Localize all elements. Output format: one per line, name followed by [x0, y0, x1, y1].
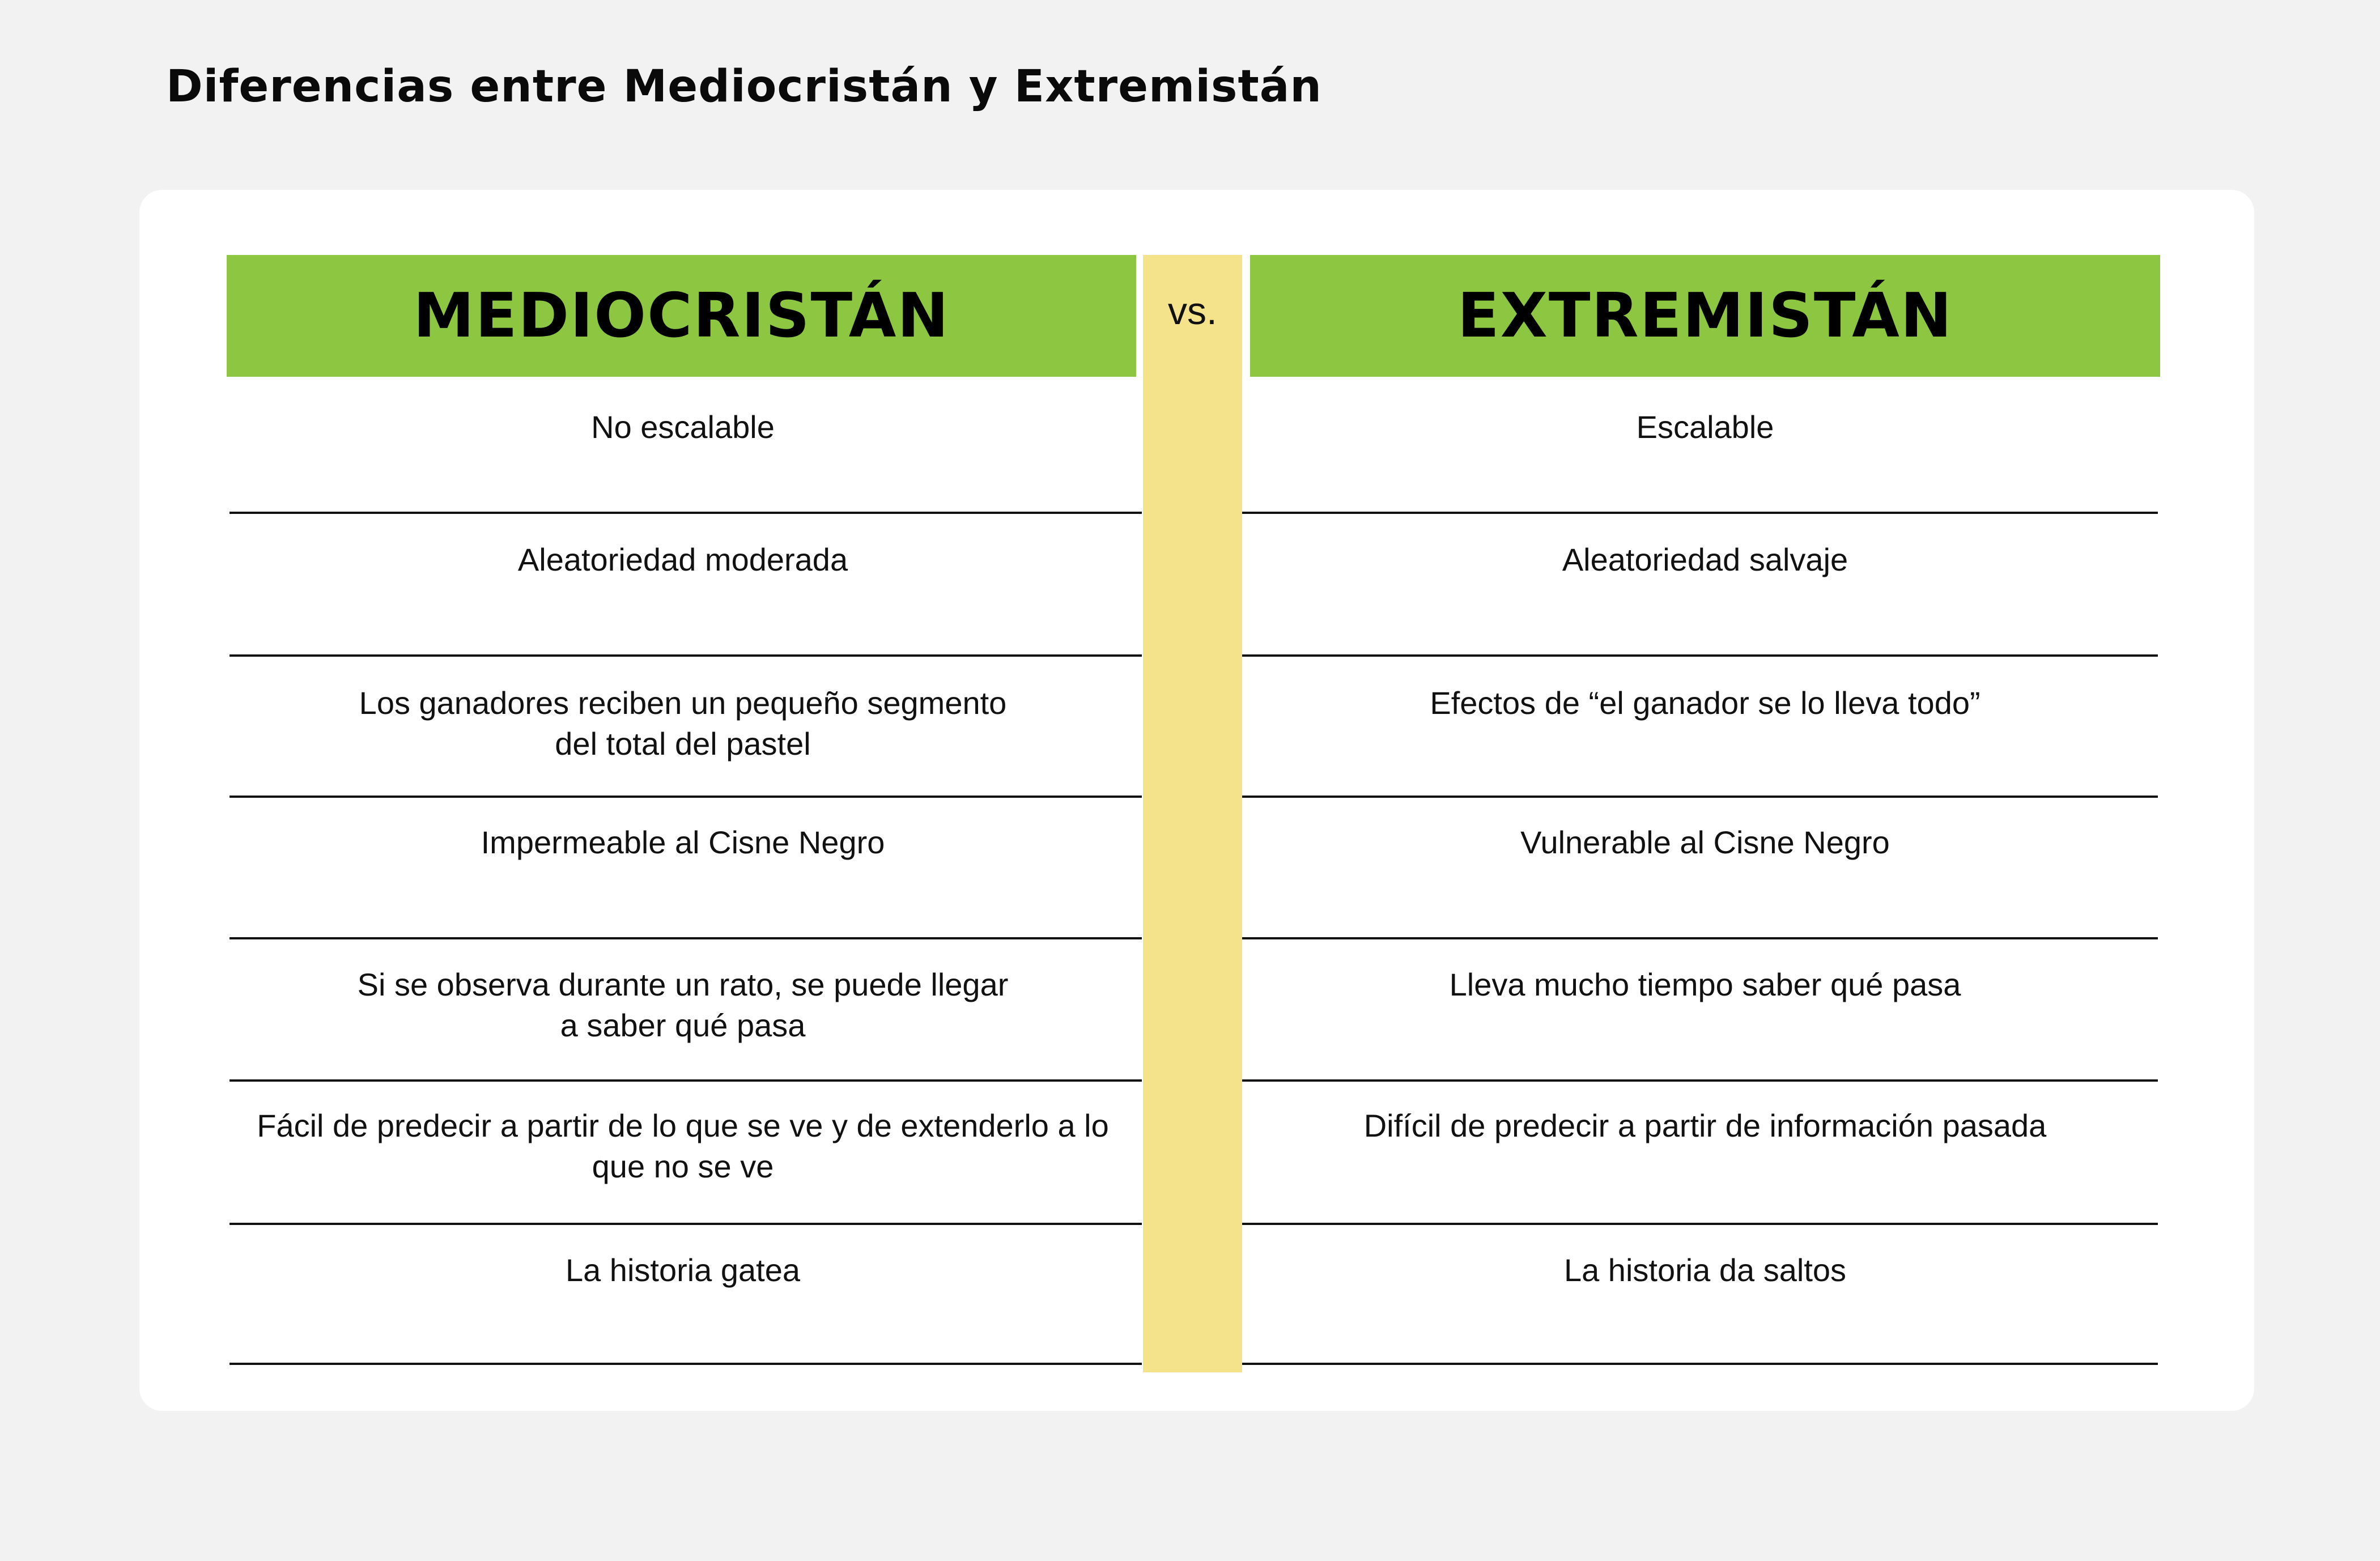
extremistan-item-4: Vulnerable al Cisne Negro — [1520, 824, 1890, 860]
extremistan-item-3: Efectos de “el ganador se lo lleva todo” — [1430, 685, 1980, 721]
extremistan-item-1: Escalable — [1636, 409, 1774, 445]
extremistan-item-6: Difícil de predecir a partir de información pasada — [1363, 1108, 2047, 1143]
row-divider — [1242, 937, 2158, 939]
mediocristan-item-2: Aleatoriedad moderada — [517, 542, 848, 577]
mediocristan-item-5: Si se observa durante un rato, se puede llegar a saber qué pasa — [357, 967, 1009, 1043]
extremistan-item-2: Aleatoriedad salvaje — [1562, 542, 1848, 577]
row-divider — [1242, 1079, 2158, 1082]
row-divider — [1242, 1223, 2158, 1225]
mediocristan-item-6: Fácil de predecir a partir de lo que se ve y de extenderlo a lo que no se ve — [257, 1108, 1109, 1184]
row-divider — [1242, 1363, 2158, 1365]
mediocristan-item-3: Los ganadores reciben un pequeño segmento del total del pastel — [359, 685, 1007, 762]
header-extremistan: EXTREMISTÁN — [1250, 255, 2160, 377]
mediocristan-item-7: La historia gatea — [565, 1252, 801, 1288]
extremistan-item-5: Lleva mucho tiempo saber qué pasa — [1449, 967, 1961, 1002]
row-divider — [230, 796, 1142, 798]
vs-label: vs. — [1168, 290, 1217, 333]
row-divider — [230, 937, 1142, 939]
row-divider — [230, 654, 1142, 657]
row-divider — [230, 1363, 1142, 1365]
mediocristan-item-4: Impermeable al Cisne Negro — [481, 824, 885, 860]
row-divider — [230, 1223, 1142, 1225]
extremistan-item-7: La historia da saltos — [1563, 1252, 1847, 1288]
row-divider — [1242, 654, 2158, 657]
vs-divider-bar — [1143, 255, 1242, 1372]
row-divider — [1242, 796, 2158, 798]
header-mediocristan: MEDIOCRISTÁN — [227, 255, 1136, 377]
page-title: Diferencias entre Mediocristán y Extremistán — [166, 61, 1322, 112]
row-divider — [230, 512, 1142, 514]
row-divider — [1242, 512, 2158, 514]
mediocristan-item-1: No escalable — [591, 409, 775, 445]
row-divider — [230, 1079, 1142, 1082]
